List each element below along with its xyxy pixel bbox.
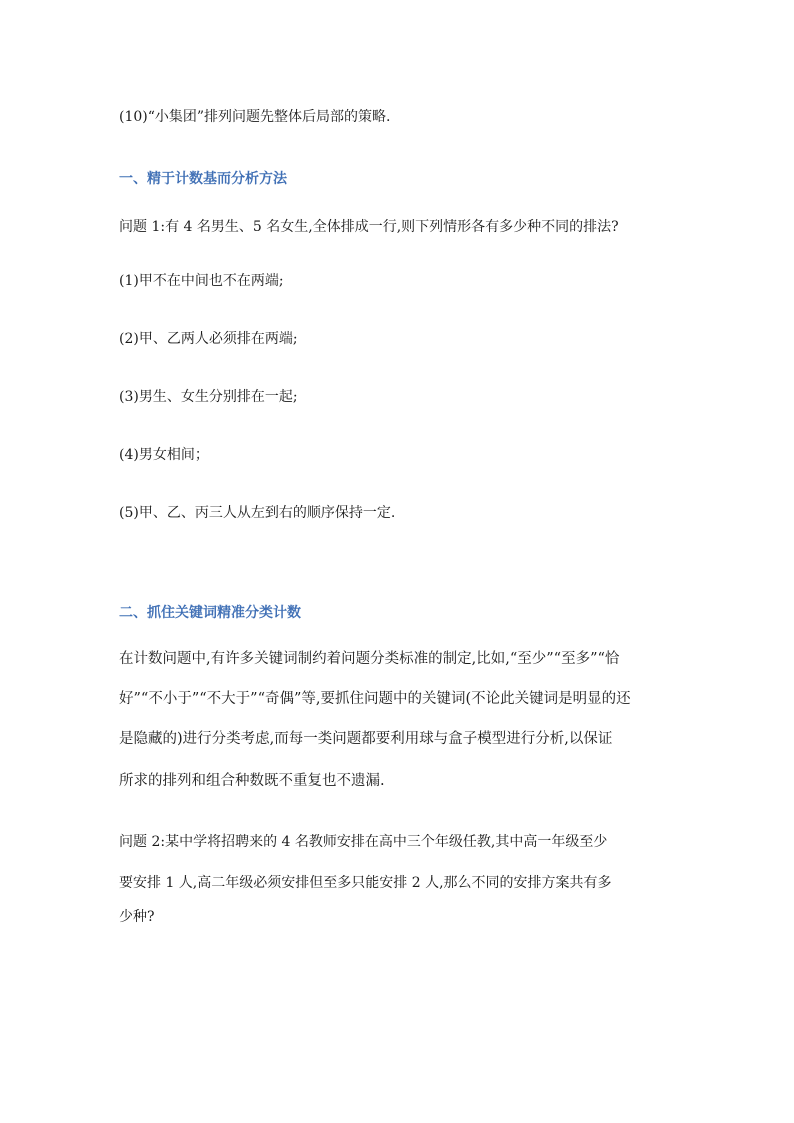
section-2-paragraph-line-1: 在计数问题中,有许多关键词制约着问题分类标准的制定,比如,“至少”“至多”“恰 bbox=[119, 651, 620, 667]
problem-1-line: 问题 1:有 4 名男生、5 名女生,全体排成一行,则下列情形各有多少种不同的排法? bbox=[119, 219, 619, 235]
problem-1-item-3: (3)男生、女生分别排在一起; bbox=[119, 389, 298, 405]
section-2-paragraph-line-2: 好”“不小于”“不大于”“奇偶”等,要抓住问题中的关键词(不论此关键词是明显的还 bbox=[119, 691, 631, 707]
intro-line: (10)“小集团”排列问题先整体后局部的策略. bbox=[119, 109, 391, 125]
problem-1-item-1: (1)甲不在中间也不在两端; bbox=[119, 273, 284, 289]
section-1-heading: 一、精于计数基而分析方法 bbox=[119, 171, 287, 187]
section-2-heading: 二、抓住关键词精准分类计数 bbox=[119, 605, 301, 621]
problem-2-line-2: 要安排 1 人,高二年级必须安排但至多只能安排 2 人,那么不同的安排方案共有多 bbox=[119, 875, 612, 891]
problem-1-item-2: (2)甲、乙两人必须排在两端; bbox=[119, 331, 298, 347]
section-2-paragraph-line-4: 所求的排列和组合种数既不重复也不遗漏. bbox=[119, 773, 385, 789]
problem-2-line-1: 问题 2:某中学将招聘来的 4 名教师安排在高中三个年级任教,其中高一年级至少 bbox=[119, 834, 608, 850]
section-2-paragraph-line-3: 是隐藏的)进行分类考虑,而每一类问题都要利用球与盒子模型进行分析,以保证 bbox=[119, 731, 613, 747]
problem-1-item-4: (4)男女相间； bbox=[119, 447, 209, 463]
problem-1-item-5: (5)甲、乙、丙三人从左到右的顺序保持一定. bbox=[119, 505, 396, 521]
problem-2-line-3: 少种? bbox=[119, 909, 155, 925]
